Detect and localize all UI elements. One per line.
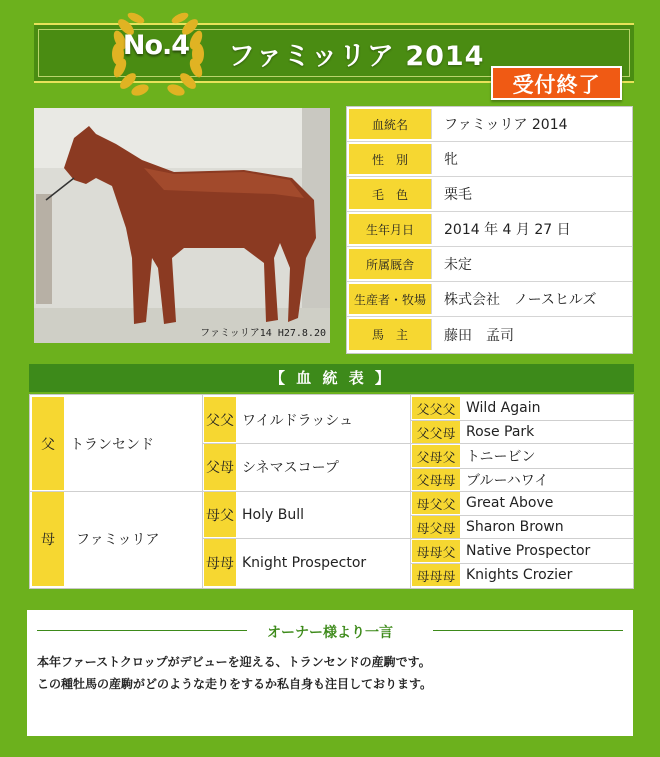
info-label: 所属厩舎 bbox=[349, 249, 432, 279]
owner-comment-box bbox=[27, 610, 633, 736]
gen3-label: 父母母 bbox=[412, 469, 460, 490]
status-badge: 受付終了 bbox=[491, 66, 622, 100]
gen2-label: 父父 bbox=[204, 397, 236, 442]
info-label: 性 別 bbox=[349, 144, 432, 174]
gen3-name: Knights Crozier bbox=[466, 567, 573, 583]
divider bbox=[30, 491, 633, 492]
gen3-name: Great Above bbox=[466, 495, 554, 511]
info-row-breeder bbox=[347, 282, 632, 317]
pedigree-table bbox=[29, 394, 634, 589]
gen2-name: Knight Prospector bbox=[242, 554, 367, 571]
divider bbox=[410, 468, 633, 469]
sire-label: 父 bbox=[32, 397, 64, 490]
horse-photo bbox=[34, 108, 330, 343]
dam-name: ファミッリア bbox=[76, 532, 160, 548]
divider bbox=[410, 515, 633, 516]
horse-info-table bbox=[346, 106, 633, 354]
divider bbox=[202, 538, 633, 539]
divider bbox=[433, 630, 623, 631]
gen2-name: Holy Bull bbox=[242, 506, 304, 523]
gen3-name: Rose Park bbox=[466, 424, 535, 440]
horse-image bbox=[34, 108, 330, 343]
divider bbox=[202, 443, 633, 444]
gen3-label: 父父父 bbox=[412, 397, 460, 419]
info-row-owner bbox=[347, 317, 632, 352]
divider bbox=[410, 420, 633, 421]
owner-comment-text bbox=[37, 651, 623, 695]
info-row-stable bbox=[347, 247, 632, 282]
divider bbox=[202, 395, 203, 588]
sire-name: トランセンド bbox=[70, 436, 154, 453]
gen3-label: 父父母 bbox=[412, 421, 460, 443]
info-label: 血統名 bbox=[349, 109, 432, 139]
gen2-label: 母母 bbox=[204, 539, 236, 586]
gen3-name: トニービン bbox=[466, 449, 536, 465]
info-value: ファミッリア 2014 bbox=[444, 117, 568, 133]
comment-line: この種牡馬の産駒がどのような走りをするか私自身も注目しております。 bbox=[37, 677, 433, 691]
photo-caption: ファミッリア14 H27.8.20 bbox=[200, 328, 326, 339]
divider bbox=[410, 563, 633, 564]
info-value: 牝 bbox=[444, 152, 458, 168]
info-row-sex bbox=[347, 142, 632, 177]
gen3-name: Sharon Brown bbox=[466, 519, 564, 535]
info-value: 株式会社 ノースヒルズ bbox=[444, 292, 597, 308]
gen3-name: Wild Again bbox=[466, 400, 541, 416]
gen2-label: 母父 bbox=[204, 492, 236, 537]
info-label: 生産者・牧場 bbox=[349, 284, 432, 314]
gen2-label: 父母 bbox=[204, 444, 236, 490]
info-row-birthdate bbox=[347, 212, 632, 247]
info-value: 藤田 孟司 bbox=[444, 327, 514, 344]
info-value: 2014 年 4 月 27 日 bbox=[444, 222, 571, 238]
gen3-name: ブルーハワイ bbox=[466, 472, 549, 489]
gen2-name: シネマスコープ bbox=[242, 460, 339, 476]
dam-label: 母 bbox=[32, 492, 64, 586]
comment-line: 本年ファーストクロップがデビューを迎える、トランセンドの産駒です。 bbox=[37, 655, 431, 669]
gen3-name: Native Prospector bbox=[466, 543, 591, 559]
lot-number: No.4 bbox=[122, 30, 190, 61]
gen3-label: 母母母 bbox=[412, 564, 460, 586]
gen3-label: 母父母 bbox=[412, 516, 460, 538]
info-value: 未定 bbox=[444, 257, 472, 273]
info-label: 毛 色 bbox=[349, 179, 432, 209]
info-label: 生年月日 bbox=[349, 214, 432, 244]
info-row-name bbox=[347, 107, 632, 142]
pedigree-heading: 【 血 統 表 】 bbox=[29, 364, 634, 392]
gen3-label: 母母父 bbox=[412, 540, 460, 562]
info-row-color bbox=[347, 177, 632, 212]
gen3-label: 父母父 bbox=[412, 445, 460, 467]
gen3-label: 母父父 bbox=[412, 492, 460, 514]
gen2-name: ワイルドラッシュ bbox=[242, 412, 354, 429]
info-label: 馬 主 bbox=[349, 319, 432, 350]
info-value: 栗毛 bbox=[444, 187, 472, 203]
page-title: ファミッリア 2014 bbox=[228, 41, 485, 72]
divider bbox=[410, 395, 411, 588]
owner-comment-title: オーナー様より一言 bbox=[267, 625, 393, 641]
